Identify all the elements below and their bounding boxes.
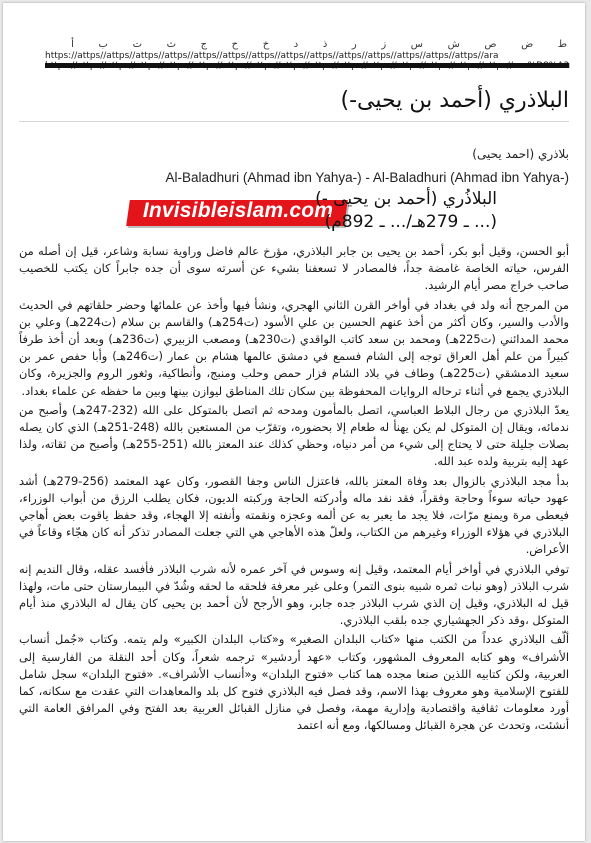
alt-name: بلاذري (احمد يحيى) — [472, 147, 569, 161]
paragraph: يعدّ البلاذري من رجال البلاط العباسي، اتصل بالمأمون ومدحه ثم اتصل بالمتوكل على الله (232-247هـ) وأصبح من ندمائه، ويقال إن المتوكل لم يكن يهنأ له طعام إلا بحضوره، وتقرّب من المستعين بالله (248-251هـ) الذي كان يصله بصلات جليلة حتى لا يحتاج إلى شيء من أمر دنياه، وحظي كذلك عند المعتز بالله (251-255هـ) وأصبح من ثقاته، ولذا عهد إليه بتربية ولده عبد الله. — [19, 402, 569, 469]
link-strip — [45, 51, 575, 75]
title-divider — [19, 121, 569, 122]
alpha-letter[interactable]: ح — [231, 39, 239, 50]
page-title: البلاذري (أحمد بن يحيى-) — [340, 88, 569, 113]
link-line[interactable]: https://attps//attps//attps//attps//attps//attps//attps//attps//attps//attps//attps//attps//attps//attps//ara — [45, 51, 499, 61]
entry-heading: البلاذُري (أحمد بن يحيى -) — [315, 189, 497, 209]
paragraph: ألّف البلاذري عدداً من الكتب منها «كتاب البلدان الصغير» و«كتاب البلدان الكبير» ولم يتمه. وكتاب «جُمل أنساب الأشراف» وهو كتابه المعروف المشهور، وكتاب «عهد أردشير» ترجمه شعراً، وكان أحد النقلة من الفارسية إلى العربية، ولكن كتابيه اللذين صنعا مجده هما كتاب «فتوح البلدان» و«أنساب الأشراف». «فتوح البلدان» سجل شامل للفتوح الإسلامية وهو معروف بهذا الاسم، وقد فصل فيه البلاذري فتوح كل بلد والمعاهدات التي عقدت مع سكانه، كما أورد معلومات ثقافية واقتصادية وإدارية مهمة، وفصل في منازل القبائل العربية بعد الفتح وفي المرافق العامة التي أنشئت، وتحدث عن هجرة القبائل ومسالكها، ومع أنه اعتمد — [19, 632, 569, 733]
alpha-letter[interactable]: ز — [381, 39, 387, 50]
article-body — [19, 243, 569, 735]
paragraph: بدأ مجد البلاذري بالزوال بعد وفاة المعتز بالله، فاعتزل الناس وجفا القصور، وكان عهد المعتمد (256-279هـ) أشد عهود حياته سوءاً وحاجة وفقراً، فقد نفد ماله وأدركته الحاجة وركبته الديون، فكان يطلب الرزق من أبواب الوزراء، فيعطى مرة ويمنع مرّات، فلا يجد ما يعبر به عن ألمه وعجزه ونقمته وأنفته إلا الهجاء، وقد حفظ ياقوت بعض أهاجي البلاذري في هؤلاء الوزراء وغيرهم من الكتاب، ولعلّ هذه الأهاجي هي التي جعلت المصادر تذكر أنه كان هجّاء وقاعاً في الأعراض. — [19, 473, 569, 557]
alpha-letter[interactable]: ص — [484, 39, 497, 50]
alpha-letter[interactable]: س — [410, 39, 423, 50]
paragraph: توفي البلاذري في أواخر أيام المعتمد، وقيل إنه وسوس في آخر عمره لأنه شرب البلاذر فأفسد عقله، وقال النديم إنه شرب البلاذر (وهو نبات ثمره شبيه بنوى التمر) وعلى غير معرفة فلحقه ما لحقه وشُدّ في البيمارستان حتى مات، ولهذا قيل له البلاذري، وقيل إن الذي شرب البلاذر جده جابر، وهو الأرجح لأن أحمد بن يحيى كان يقال له البلاذري منذ أيام المتوكل ،وقد ذكر الجهشياري جده بلقب البلاذري. — [19, 561, 569, 628]
alphabet-index — [71, 39, 567, 50]
paragraph: أبو الحسن، وقيل أبو بكر، أحمد بن يحيى بن جابر البلاذري، مؤرخ عالم فاضل وراوية نسابة وشاعر، قيل إن أصله من الفرس، حياته الخاصة غامضة جداً، فالمصادر لا تسعفنا بشيء عن أسرته سوى أن جده جابراً كان يكتب للخصيب صاحب خراج مصر أيام الرشيد. — [19, 244, 569, 293]
alpha-letter[interactable]: خ — [262, 39, 270, 50]
alpha-letter[interactable]: ث — [166, 39, 176, 50]
paragraph: من المرجح أنه ولد في بغداد في أواخر القرن الثاني الهجري، ونشأ فيها وأخذ عن علمائها وحضر حلقاتهم في الحديث والأدب والسير، وكان أكثر من أخذ عنهم الحسين بن علي الأسود (ت254هـ) والقاسم بن سلام (ت224هـ) وعلي بن محمد المدائني (ت225هـ) ومحمد بن سعد كاتب الواقدي (ت230هـ) ومصعب الزبيري (ت236هـ) وبعد أن أخذ طرفاً كبيراً من علم أهل العراق توجه إلى الشام فسمع في دمشق عالمها هشام بن عمار (ت246هـ) وأبا حفص عمر بن سعيد الدمشقي (ت225هـ) وطاف في بلاد الشام فزار حمص وحلب ومنبج، وأنطاكية، وثغور الروم والجزيرة، وكان البلاذري يجمع في أثناء ترحاله الروايات المحفوظة بين سكان تلك المناطق ليوازن بينها وبين ما حفظه عن علماء بغداد. — [19, 297, 570, 398]
alpha-letter[interactable]: أ — [71, 39, 74, 50]
alpha-letter[interactable]: ش — [447, 39, 460, 50]
alpha-letter[interactable]: ط — [557, 39, 567, 50]
alpha-letter[interactable]: ت — [132, 39, 142, 50]
document-page — [3, 3, 585, 841]
link-line-struck[interactable]: https://attps//attps//attps//attps//attps//attps//attps//attps//attps//attps//attps//attps//attps//attps//attps//ara%D8%A3 — [45, 61, 570, 71]
transliteration: Al-Baladhuri (Ahmad ibn Yahya-) - Al-Baladhuri (Ahmad ibn Yahya-) — [165, 170, 569, 185]
alpha-letter[interactable]: ج — [200, 39, 208, 50]
entry-dates: (... ـ 279هـ/... ـ 892م) — [324, 212, 497, 232]
alpha-letter[interactable]: ض — [521, 39, 534, 50]
alpha-letter[interactable]: ب — [98, 39, 108, 50]
logo: Invisibleislam.com — [142, 199, 334, 222]
alpha-letter[interactable]: د — [293, 39, 299, 50]
alpha-letter[interactable]: ذ — [322, 39, 328, 50]
alpha-letter[interactable]: ر — [351, 39, 357, 50]
